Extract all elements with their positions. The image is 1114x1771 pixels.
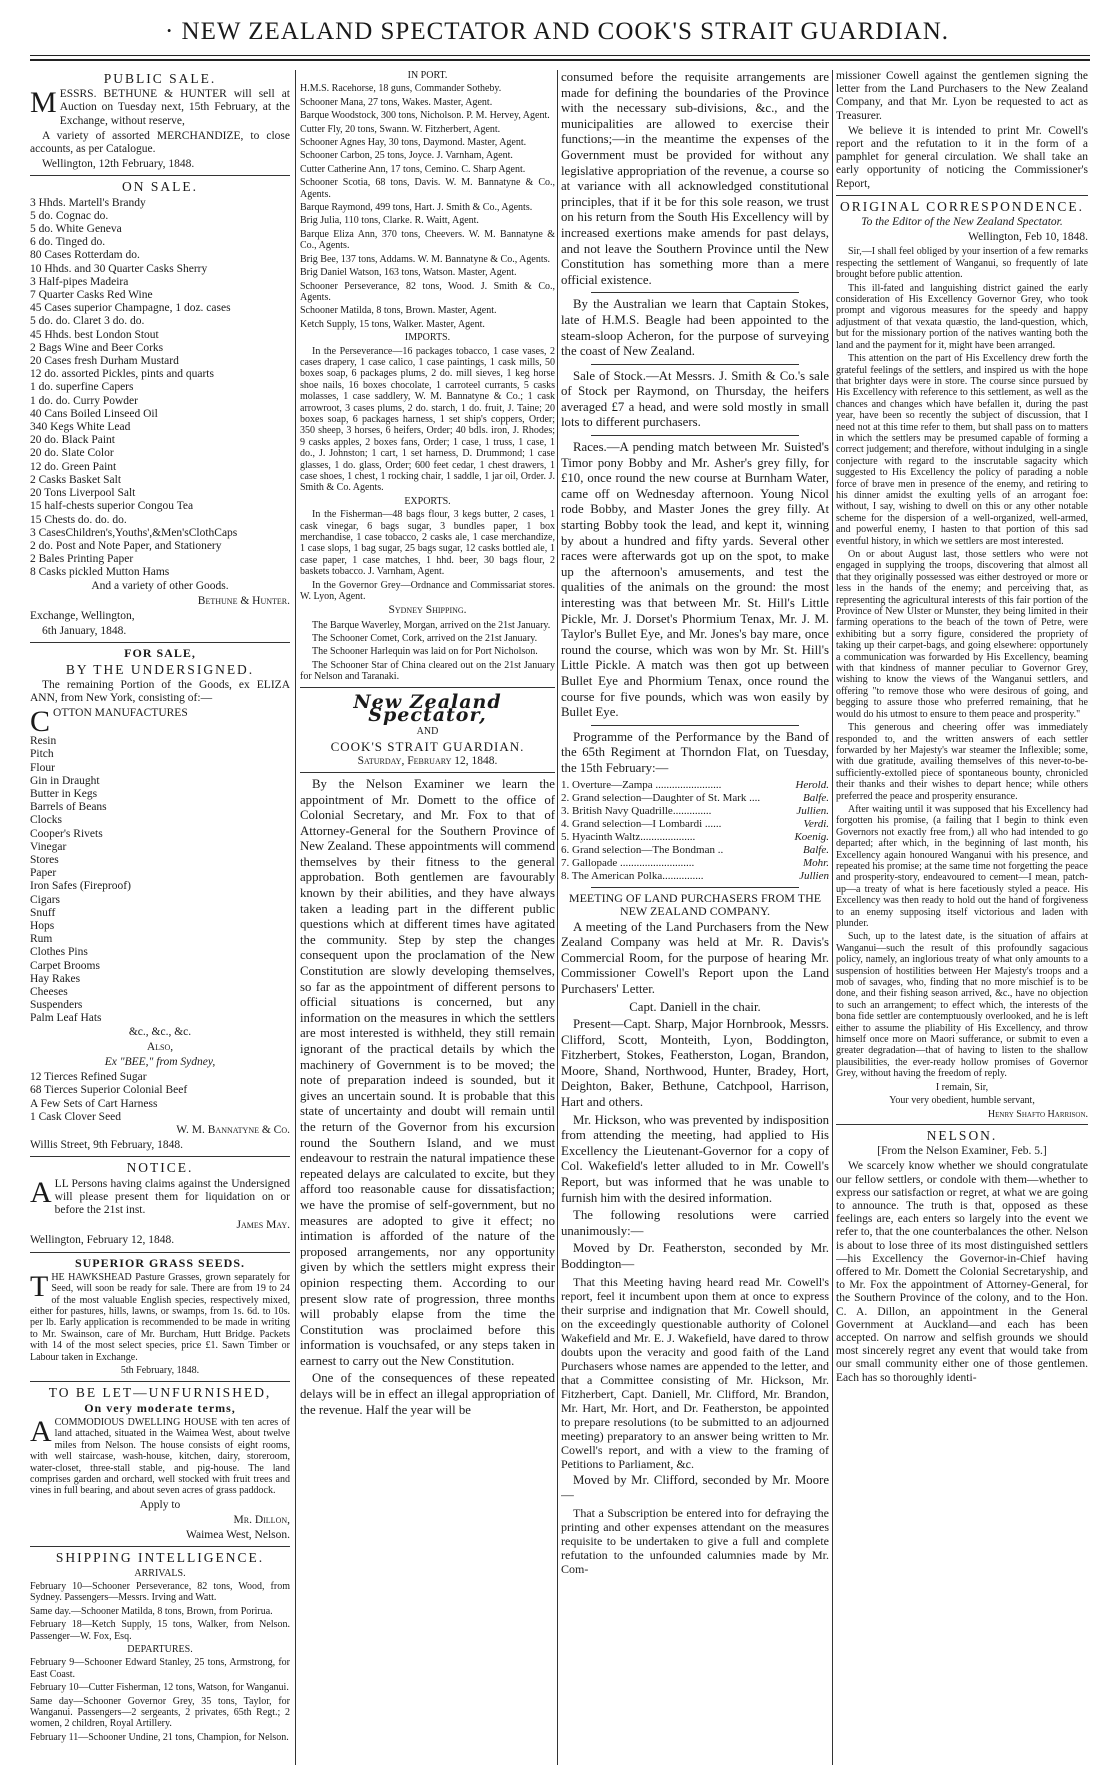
meeting-title: MEETING OF LAND PURCHASERS FROM THE NEW ZEALAND COMPANY. xyxy=(568,890,822,918)
list-item: 12 Tierces Refined Sugar xyxy=(30,1071,147,1084)
list-item: Paper xyxy=(30,867,57,880)
list-item: Flour xyxy=(30,761,55,774)
public-sale-date: Wellington, 12th February, 1848. xyxy=(42,158,195,171)
in-port-item: Brig Julia, 110 tons, Clarke. R. Waitt, Agent. xyxy=(300,215,479,227)
list-item: 1 Cask Clover Seed xyxy=(30,1110,122,1123)
meeting: A meeting of the Land Purchasers from the New Zealand Company was held at Mr. R. Davis's Commercial Room, for the purpose of hearing Mr. Commissioner Cowell's Report upon the Land Purchasers' Letter. xyxy=(561,919,829,996)
programme-item xyxy=(561,844,829,857)
programme-piece: 8. The American Polka............... xyxy=(561,869,704,882)
shipping-title: SHIPPING INTELLIGENCE. xyxy=(55,1550,265,1566)
programme-item xyxy=(561,805,829,818)
list-item: 45 Cases superior Champagne, 1 doz. cases xyxy=(30,302,231,315)
list-item: Snuff xyxy=(30,906,56,919)
grass-title: SUPERIOR GRASS SEEDS. xyxy=(74,1255,246,1270)
imports-item: In the Perseverance—16 packages tobacco, 1 case vases, 2 cases drapery, 1 case calico, 1 case paintings, 1 cask mills, 50 boxes soap, 6 packages plums, 2 do. mill sieves, 1 keg horse shoe nails, 16 boxes chocolate, 1 carroteel currants, 5 casks molasses, 1 case saddlery, W. M. Bannatyne & Co.; 1 cask arrowroot, 3 cases plums, 2 do. starch, 1 do. fruit, J. Taine; 20 boxes soap, 6 packages harness, 1 set ship's coppers, Order; 350 sheep, 3 horses, 6 heifers, Order; 40 bdls. iron, J. Rhodes; 9 casks apples, 2 boxes fans, Order; 1 case, 1 truss, 1 case, 1 do., J. Johnston; 1 cart, 1 set harness, D. Drummond; 1 case glasses, 1 do. glass, Order; 600 feet cedar, 1 chest drawers, 1 case shoes, 1 chest, 1 rocking chair, 1 saddle, 1 jar oil, Order. J. Smith & Co. Agents. xyxy=(300,345,555,494)
programme: Programme of the Performance by the Band of the 65th Regiment at Thorndon Flat, on Tuesday, the 15th February:— xyxy=(561,729,829,775)
paper-title: New Zealand Spectator, xyxy=(353,690,502,726)
programme-composer: Verdi. xyxy=(803,817,829,830)
letter-paragraph: Such, up to the latest date, is the situation of affairs at Wanganui—such the result of this profoundly sagacious policy, namely, an inglorious treaty of what only amounts to a suspension of hostilities between Her Majesty's troops and a mob of savages, who, finding that no more mischief is to be done, and their fishing season arrived, &c., have no objection to such an arrangement; to effect which, the interests of the bona fide settler are contemptuously overlooked, and he is left either to assume the pliability of His Excellency, and throw himself once more on Maori sufferance, or submit to even a greater degradation—that of having to listen to the shallow plausibilities, the ever-ready hollow promises of Governor Grey, without having the freedom of reply. xyxy=(836,931,1088,1080)
letter-paragraph: On or about August last, those settlers who were not engaged in supplying the troops, discovering that almost all that they originally possessed was either destroyed or more or less in the hands of the enemy; and perceiving that, as representing the agricultural interests of this fair portion of the Province of New Ulster or Munster, they being limited in their farming operations to the beach of the town of Petre, were exhibiting but a sorry figure, considered the propriety of taking up their carpet-bags, and going elsewhere: opportunely a communication was forwarded by His Excellency, beaming with that kindness of manner peculiar to Governor Grey, wishing to know the views of the Wanganui settlers, and offering "to remove those who were desirous of going, and begging to assure those who preferred remaining, that he would do his utmost to ensure to them peace and prosperity." xyxy=(836,549,1088,720)
departure-item: February 11—Schooner Undine, 21 tons, Champion, for Nelson. xyxy=(30,1731,289,1743)
in-port-item: Schooner Carbon, 25 tons, Joyce. J. Varnham, Agent. xyxy=(300,150,513,162)
sydney-list xyxy=(300,620,555,683)
public-sale-title: PUBLIC SALE. xyxy=(103,71,217,86)
programme-composer: Herold. xyxy=(795,778,829,791)
exports-title: EXPORTS. xyxy=(404,495,451,507)
departure-item: February 9—Schooner Edward Stanley, 25 tons, Armstrong, for East Coast. xyxy=(30,1657,290,1680)
list-item: 3 Half-pipes Madeira xyxy=(30,275,129,288)
sydney-item: The Barque Waverley, Morgan, arrived on the 21st January. xyxy=(312,619,551,631)
programme-piece: 2. Grand selection—Daughter of St. Mark .... xyxy=(561,791,761,804)
list-item: Stores xyxy=(30,853,59,866)
for-sale-ex-bee: Ex "BEE," from Sydney, xyxy=(104,1056,216,1069)
programme-item xyxy=(561,779,829,792)
list-item: 5 do. Cognac do. xyxy=(30,209,109,222)
for-sale-subtitle: BY THE UNDERSIGNED. xyxy=(65,661,255,677)
list-item: Cheeses xyxy=(30,986,68,998)
to-let-title: TO BE LET—UNFURNISHED, xyxy=(48,1384,272,1400)
programme-item xyxy=(561,857,829,870)
list-item: 8 Casks pickled Mutton Hams xyxy=(30,566,170,579)
column-divider xyxy=(295,70,296,1765)
in-port-list xyxy=(300,83,555,330)
sydney-title: Sydney Shipping. xyxy=(388,604,467,617)
resolutions: The following resolutions were carried unanimously:— xyxy=(561,1208,829,1238)
list-item: 20 Cases fresh Durham Mustard xyxy=(30,355,179,368)
exports-item: In the Governor Grey—Ordnance and Commissariat stores. W. Lyon, Agent. xyxy=(300,579,555,603)
list-item: 12 do. Green Paint xyxy=(30,460,117,473)
exports-list xyxy=(300,509,555,602)
programme-item xyxy=(561,792,829,805)
list-item: 2 Casks Basket Salt xyxy=(30,473,122,486)
list-item: Iron Safes (Fireproof) xyxy=(30,880,131,893)
in-port-item: Cutter Catherine Ann, 17 tons, Cemino. C. Sharp Agent. xyxy=(300,163,526,175)
public-sale-body2: A variety of assorted MERCHANDIZE, to close accounts, as per Catalogue. xyxy=(30,129,290,156)
masthead-rule-thick xyxy=(30,59,1090,61)
column-1 xyxy=(30,70,290,1765)
list-item: 2 Bales Printing Paper xyxy=(30,553,134,566)
paper-and: AND xyxy=(416,726,439,738)
for-sale-title: FOR SALE, xyxy=(124,646,196,661)
in-port-item: Schooner Matilda, 8 tons, Brown. Master, Agent. xyxy=(300,305,497,317)
list-item: 5 do. White Geneva xyxy=(30,223,122,236)
drop-cap: A xyxy=(30,1175,52,1209)
for-sale-first: OTTON MANUFACTURES xyxy=(53,707,188,720)
in-port-item: Brig Daniel Watson, 163 tons, Watson. Master, Agent. xyxy=(300,267,517,279)
programme-composer: Balfe. xyxy=(803,843,829,856)
for-sale-date: Willis Street, 9th February, 1848. xyxy=(30,1139,184,1152)
notice-date: Wellington, February 12, 1848. xyxy=(30,1234,175,1247)
list-item: 12 do. assorted Pickles, pints and quarts xyxy=(30,368,214,381)
list-item: 45 Hhds. best London Stout xyxy=(30,328,159,341)
list-item: 3 CasesChildren's,Youths',&Men'sClothCaps xyxy=(30,526,238,539)
on-sale-date: 6th January, 1848. xyxy=(42,625,127,638)
list-item: Carpet Brooms xyxy=(30,959,100,972)
on-sale-place: Exchange, Wellington, xyxy=(30,609,135,622)
programme-list xyxy=(561,779,829,883)
letter-close2: Your very obedient, humble servant, xyxy=(889,1095,1035,1107)
list-item: 40 Cans Boiled Linseed Oil xyxy=(30,407,158,420)
australian-news: By the Australian we learn that Captain Stokes, late of H.M.S. Beagle had been appointed to the steam-sloop Acheron, for the purpose of surveying the coast of New Zealand. xyxy=(561,297,829,359)
notice-body: LL Persons having claims against the Undersigned will please present them for liquidation on or before the 21st inst. xyxy=(54,1177,290,1217)
moved2: Moved by Mr. Clifford, seconded by Mr. Moore— xyxy=(561,1472,829,1503)
column-3 xyxy=(561,70,829,1765)
arrival-item: February 18—Ketch Supply, 15 tons, Walker, from Nelson. Passenger—W. Fox, Esq. xyxy=(30,1619,290,1642)
list-item: 15 half-chests superior Congou Tea xyxy=(30,500,194,513)
programme-composer: Jullien. xyxy=(796,804,829,817)
masthead-rule xyxy=(30,55,1090,56)
public-sale-body: ESSRS. BETHUNE & HUNTER will sell at Auction on Tuesday next, 15th February, at the Exchange, without reserve, xyxy=(59,88,290,127)
list-item: 15 Chests do. do. do. xyxy=(30,513,127,526)
moved1: Moved by Dr. Featherston, seconded by Mr. Boddington— xyxy=(561,1241,829,1271)
in-port-item: Cutter Fly, 20 tons, Swann. W. Fitzherbert, Agent. xyxy=(300,123,501,135)
on-sale-sign: Bethune & Hunter. xyxy=(197,594,290,607)
editorial-paragraph: By the Nelson Examiner we learn the appointment of Mr. Domett to the office of Colonial Secretary, and Mr. Fox to that of Attorney-General for the Southern Province of New Zealand. These appointments will commend themselves by their fitness to the general approbation. Both gentlemen are favourably known by their abilities, and they have always taken a leading part in the different public questions which at different times have agitated the community. Step by step the changes consequent upon the proclamation of the New Constitution are slowly developing themselves, so far as the appointment of different persons to official situations is concerned, but any information on the measures in which the settlers are most interested is withheld, they still remain ignorant of the practical details by which the machinery of Government is to be moved; the note of preparation indeed is sounded, but it gives an uncertain sound. It is probable that this state of uncertainty and doubt will remain until the return of the Governor from his excursion round the Southern Island, and we must endeavour to restrain the natural impatience these repeated delays are calculated to excite, but they afford too reasonable cause for dissatisfaction; we have the promise of self-government, but no measures are adopted to give it effect; no intimation is afforded of the nature of the proposed arrangements, nor any opportunity given by which the settlers might express their opinion respecting them. According to our present slow rate of progression, three months will probably elapse from the time the Constitution was proclaimed before this information is vouchsafed, or any steps taken in earnest to carry out the New Constitution. xyxy=(300,776,555,1368)
arrivals-list xyxy=(30,1581,290,1642)
column-divider xyxy=(832,70,833,1765)
list-item: 5 do. do. Claret 3 do. do. xyxy=(30,315,145,328)
in-port-item: Schooner Scotia, 68 tons, Davis. W. M. Bannatyne & Co., Agents. xyxy=(300,177,555,200)
shipping-departures: DEPARTURES. xyxy=(127,1644,193,1656)
for-sale-sign: W. M. Bannatyne & Co. xyxy=(176,1124,290,1137)
programme-piece: 6. Grand selection—The Bondman .. xyxy=(561,843,724,856)
arrival-item: Same day.—Schooner Matilda, 8 tons, Brown, from Porirua. xyxy=(30,1605,273,1617)
letter-paragraph: Sir,—I shall feel obliged by your insertion of a few remarks respecting the settlement of Wanganui, so frequently of late brought before public attention. xyxy=(836,246,1088,281)
departure-item: Same day—Schooner Governor Grey, 35 tons, Taylor, for Wanganui. Passengers—2 sergeants, 2 privates, 65th Regt.; 2 women, 2 children, Royal Artillery. xyxy=(30,1695,290,1730)
sydney-item: The Schooner Star of China cleared out on the 21st January for Nelson and Taranaki. xyxy=(300,659,555,683)
sale-of-stock: Sale of Stock.—At Messrs. J. Smith & Co.'s sale of Stock per Raymond, on Thursday, the heifers averaged £7 a head, and were sold mostly in small lots to different purchasers. xyxy=(561,368,829,430)
on-sale-title: ON SALE. xyxy=(122,179,198,195)
sydney-item: The Schooner Comet, Cork, arrived on the 21st January. xyxy=(312,633,538,645)
programme-piece: 1. Overture—Zampa ........................ xyxy=(561,778,722,791)
notice-sign: James May. xyxy=(236,1219,290,1232)
programme-piece: 7. Gallopade ........................... xyxy=(561,856,695,869)
exports-item: In the Fisherman—48 bags flour, 3 kegs butter, 2 cases, 1 cask vinegar, 6 bags sugar, 3 bundles paper, 1 box merchandise, 1 case tobacco, 2 casks ale, 1 case merchandize, 1 case slops, 1 bag sugar, 25 bags sugar, 12 casks bottled ale, 1 case paper, 1 case matches, 1 hhd. beer, 30 bags flour, 2 baskets tobacco. J. Varnham, Agent. xyxy=(300,509,555,578)
list-item: 2 do. Post and Note Paper, and Stationery xyxy=(30,539,222,552)
letter-body xyxy=(836,246,1088,1079)
list-item: Rum xyxy=(30,933,53,946)
races: Races.—A pending match between Mr. Suisted's Timor pony Bobby and Mr. Asher's grey filly, for £10, once round the new course at Burnham Water, came off on Wednesday afternoon. Young Nicol rode Bobby, and Master Jones the grey filly. At starting Bobby took the lead, and kept it, winning by about a hundred and fifty yards. Several other races were afterwards got up on the spot, to make up the afternoon's amusements, and test the qualities of the animals on the ground: the most interesting was that between Mr. St. Hill's Little Pickle, Mr. J. Dorset's Phormium Tenax, Mr. J. M. Taylor's Bullet Eye, and Mr. Jones's bay mare, once round the course, which was won by Mr. St. Hill's Little Pickle. A match was then got up between Bullet Eye and Phormium Tenax, once round the course for five pounds, which was won easily by Bullet Eye. xyxy=(561,440,829,720)
imports-list xyxy=(300,346,555,494)
list-item: 20 do. Slate Color xyxy=(30,447,114,460)
in-port-item: Schooner Perseverance, 82 tons, Wood. J. Smith & Co., Agents. xyxy=(300,280,555,303)
in-port-item: Ketch Supply, 15 tons, Walker. Master, Agent. xyxy=(300,318,485,330)
programme-item xyxy=(561,831,829,844)
list-item: Gin in Draught xyxy=(30,774,100,787)
list-item: 6 do. Tinged do. xyxy=(30,236,106,249)
on-sale-footer: And a variety of other Goods. xyxy=(91,579,229,592)
list-item: Vinegar xyxy=(30,840,67,853)
masthead: · NEW ZEALAND SPECTATOR AND COOK'S STRAIT GUARDIAN. xyxy=(164,18,950,45)
list-item: 20 Tons Liverpool Salt xyxy=(30,487,136,500)
list-item: Suspenders xyxy=(30,999,83,1012)
in-port-item: Barque Eliza Ann, 370 tons, Cheevers. W. M. Bannatyne & Co., Agents. xyxy=(300,228,555,252)
nelson-source: [From the Nelson Examiner, Feb. 5.] xyxy=(877,1145,1047,1158)
drop-cap: T xyxy=(30,1269,49,1303)
grass-date: 5th February, 1848. xyxy=(120,1365,200,1377)
on-sale-list xyxy=(30,197,290,580)
list-item: 3 Hhds. Martell's Brandy xyxy=(30,196,146,209)
in-port-item: Schooner Agnes Hay, 30 tons, Daymond. Master, Agent. xyxy=(300,137,527,149)
drop-cap: A xyxy=(30,1414,52,1448)
to-let-body: COMMODIOUS DWELLING HOUSE with ten acres of land attached, situated in the Waimea West, about twelve miles from Nelson. The house consists of eight rooms, with well staircase, wash-house, kitchen, dairy, storeroom, water-closet, three-stall stable, and pig-house. The land comprises garden and orchard, well stocked with fruit trees and vines in full bearing, and about seven acres of grass paddock. xyxy=(30,1416,290,1497)
bee-list xyxy=(30,1071,290,1124)
correspondence-title: ORIGINAL CORRESPONDENCE. xyxy=(839,198,1084,214)
list-item: Palm Leaf Hats xyxy=(30,1012,102,1025)
list-item: Hay Rakes xyxy=(30,972,81,985)
paper-date: Saturday, February 12, 1848. xyxy=(357,754,498,767)
list-item: 1 do. superfine Capers xyxy=(30,381,134,394)
list-item: A Few Sets of Cart Harness xyxy=(30,1097,158,1110)
editorial-cont: consumed before the requisite arrangements are made for defining the boundaries of the Province with the necessary sub-divisions, &c., and the municipalities are allowed to exercise their functions;—in the meantime the expenses of the Government must be provided for without any legislative appropriation of the revenue, a course so at variance with all acknowledged constitutional principles, that if it be for this sole reason, we trust on his return from the South His Excellency will by increased exertions make amends for past delays, and not leave the Southern Province until the New Constitution has something more than a mere official existence. xyxy=(561,70,829,287)
resolution2: That a Subscription be entered into for defraying the printing and other expenses attendant on the measures requisite to be undertaken to give a full and complete refutation to the unfounded calumnies made by Mr. Com- xyxy=(561,1505,829,1576)
departure-item: February 10—Cutter Fisherman, 12 tons, Watson, for Wanganui. xyxy=(30,1682,289,1694)
list-item: 10 Hhds. and 30 Quarter Casks Sherry xyxy=(30,262,208,275)
programme-piece: 3. British Navy Quadrille.............. xyxy=(561,804,712,817)
sydney-item: The Schooner Harlequin was laid on for Port Nicholson. xyxy=(312,646,538,658)
programme-composer: Mohr. xyxy=(803,856,829,869)
nelson-title: NELSON. xyxy=(926,1127,998,1143)
list-item: 340 Kegs White Lead xyxy=(30,421,131,434)
programme-piece: 5. Hyacinth Waltz.................... xyxy=(561,830,696,843)
letter-close: I remain, Sir, xyxy=(935,1081,989,1093)
list-item: 7 Quarter Casks Red Wine xyxy=(30,289,153,302)
list-item: 2 Bags Wine and Beer Corks xyxy=(30,341,164,354)
list-item: Clocks xyxy=(30,814,62,827)
programme-piece: 4. Grand selection—I Lombardi ...... xyxy=(561,817,722,830)
list-item: 20 do. Black Paint xyxy=(30,434,115,447)
cowell-cont: missioner Cowell against the gentlemen signing the letter from the Land Purchasers to the New Zealand Company, and that Mr. Lyon be requested to act as Treasurer. xyxy=(836,70,1088,122)
column-divider xyxy=(557,70,558,1765)
in-port-item: H.M.S. Racehorse, 18 guns, Commander Sotheby. xyxy=(300,83,502,95)
for-sale-body: The remaining Portion of the Goods, ex ELIZA ANN, from New York, consisting of:— xyxy=(30,678,290,704)
to-let-apply: Apply to xyxy=(139,1498,181,1511)
list-item: Clothes Pins xyxy=(30,946,88,959)
letter-paragraph: After waiting until it was supposed that his Excellency had forgotten his promise, (a failing that I begin to think even Governors not exactly free from,) all who had intended to go departed; after which, in the beginning of last month, his Excellency again honoured Wanganui with his presence, and repeated his promise; at the same time not forgetting the peace and prosperity-story, endeavoured to cement—I mean, patch-up—a treaty of what is here facetiously styled a peace. His Excellency was then ready to hold out the hand of forgiveness to an enemy supposing itself victorious and laden with plunder. xyxy=(836,803,1088,929)
programme-item xyxy=(561,818,829,831)
list-item: 68 Tierces Superior Colonial Beef xyxy=(30,1084,188,1097)
for-sale-list xyxy=(30,735,290,1025)
in-port-item: Schooner Mana, 27 tons, Wakes. Master, Agent. xyxy=(300,96,493,108)
list-item: 80 Cases Rotterdam do. xyxy=(30,249,140,262)
letter-paragraph: This generous and cheering offer was immediately responded to, and the written answers of each settler forwarded by her Majesty's war steamer the Inflexible; some, with due gratitude, availing themselves of this never-to-be-sufficiently-extolled piece of spontaneous bounty, chronicled their thanks and their wishes to depart hence; while others preferred the peace and prosperity ensurance. xyxy=(836,722,1088,802)
notice-title: NOTICE. xyxy=(126,1160,194,1176)
chair: Capt. Daniell in the chair. xyxy=(629,999,761,1014)
for-sale-also: Also, xyxy=(146,1040,174,1053)
editorial-paragraph: One of the consequences of these repeated delays will be in effect an illegal appropriation of the revenue. Half the year will be xyxy=(300,1371,555,1417)
letter-paragraph: This ill-fated and languishing district gained the early consideration of His Excellency Governor Grey, who took prompt and vigorous measures for the speedy and happy adjustment of that vexata quæstio, the land-question, which, but for the missionary portion of the natives wanting both the land and the payment for it, might have been arranged. xyxy=(836,282,1088,351)
for-sale-etc: &c., &c., &c. xyxy=(128,1025,192,1038)
departures-list xyxy=(30,1657,290,1743)
drop-cap: M xyxy=(30,86,57,120)
list-item: Cigars xyxy=(30,893,61,906)
programme-composer: Balfe. xyxy=(803,791,829,804)
to-let-sign: Mr. Dillon, xyxy=(233,1513,290,1526)
drop-cap: C xyxy=(30,705,51,739)
letter-signer: Henry Shafto Harrison. xyxy=(987,1108,1088,1120)
editorial xyxy=(300,777,555,1418)
list-item: Pitch xyxy=(30,748,54,761)
in-port-title: IN PORT. xyxy=(407,70,448,81)
programme-composer: Jullien xyxy=(799,869,829,882)
letter-paragraph: This attention on the part of His Excellency drew forth the grateful feelings of the settlers, and inspired us with the hope that brighter days were in store. The course since pursued by His Excellency with reference to this settlement, as well as the chances and changes which have befallen it, during the past year, have been so recently the subject of discussion, that I need not at this time refer to them, but shall pass on to matters in which the settlers may be presumed capable of forming a correct judgement; and therefore, without indulging in a single conjecture with regard to the inscrutable sagacity which suggested to His Excellency the policy of parading a noble force of brave men in presence of the enemy, and retiring to his dinner amidst the exulting yells of an arrogant foe: without, I say, wishing to dwell on this or any other notable scheme for the dispersion of a well-organized, well-armed, and powerful enemy, I hasten to that portion of this sad eventful history, in which we settlers are most interested. xyxy=(836,353,1088,547)
list-item: Butter in Kegs xyxy=(30,787,98,800)
hickson: Mr. Hickson, who was prevented by indisposition from attending the meeting, had applied to His Excellency the Lieutenant-Governor for a copy of Col. Wakefield's letter alluded to in Mr. Cowell's Report, but was informed that he was unable to furnish him with the desired information. xyxy=(561,1112,829,1205)
imports-title: IMPORTS. xyxy=(404,332,451,344)
in-port-item: Brig Bee, 137 tons, Addams. W. M. Bannatyne & Co., Agents. xyxy=(300,253,550,265)
in-port-item: Barque Raymond, 499 tons, Hart. J. Smith & Co., Agents. xyxy=(300,202,533,214)
present: Present—Capt. Sharp, Major Hornbrook, Messrs. Clifford, Scott, Monteith, Lyon, Boddington, Fitzherbert, Stokes, Featherston, Logan, Brandon, Moore, Shand, Northwood, Hunter, Bradey, Hort, Deighton, Baker, Bethune, Catchpool, Harrison, Hart and others. xyxy=(561,1017,829,1110)
shipping-arrivals: ARRIVALS. xyxy=(134,1567,186,1579)
column-2 xyxy=(300,70,555,1765)
to-let-subtitle: On very moderate terms, xyxy=(84,1400,236,1415)
programme-item xyxy=(561,870,829,883)
list-item: Cooper's Rivets xyxy=(30,827,103,840)
to-let-place: Waimea West, Nelson. xyxy=(186,1529,290,1542)
to-editor: To the Editor of the New Zealand Spectator. xyxy=(861,216,1063,229)
believe: We believe it is intended to print Mr. Cowell's report and the refutation to it in the form of a pamphlet for general circulation. We shall take an early opportunity of noticing the Commissioner's Report, xyxy=(836,124,1088,190)
grass-body: HE HAWKSHEAD Pasture Grasses, grown separately for Seed, will soon be ready for sale. There are from 19 to 24 of the most valuable English species, respectively mixed, either for pastures, hills, lawns, or swamps, from 1s. 6d. to 10s. per lb. Early application is recommended to be made in writing to Mr. Swainson, care of Mr. Burcham, Hutt Bridge. Packets with 14 of the most select species, price £1. Sawn Timber or Labour taken in Exchange. xyxy=(30,1271,290,1363)
paper-title2: COOK'S STRAIT GUARDIAN. xyxy=(330,738,525,754)
programme-composer: Koenig. xyxy=(794,830,829,843)
in-port-item: Barque Woodstock, 300 tons, Nicholson. P. M. Hervey, Agent. xyxy=(300,110,550,122)
resolution1: That this Meeting having heard read Mr. Cowell's report, feel it incumbent upon them at once to express their surprise and indignation that Mr. Cowell should, on the exceedingly questionable authority of Colonel Wakefield and Mr. E. J. Wakefield, have dared to throw doubts upon the veracity and good faith of the Land Purchasers whose names are appended to the letter, and that a Committee consisting of Mr. Hickson, Mr. Fitzherbert, Capt. Daniell, Mr. Clifford, Mr. Brandon, Mr. Hart, Mr. Hort, and Dr. Featherston, be appointed to prepare resolutions (to be submitted to an adjourned meeting) preparatory to an answer being written to Mr. Cowell's report, and with a view to the framing of Petitions to Parliament, &c. xyxy=(561,1274,829,1471)
column-4 xyxy=(836,70,1088,1765)
list-item: Resin xyxy=(30,735,57,748)
nelson-body: We scarcely know whether we should congratulate our fellow settlers, or condole with them—whether to express our satisfaction or regret, at what we are going to announce. The truth is that, opposed as these feelings are, each enters so largely into the event we refer to, that the one counterbalances the other. Nelson is about to lose three of its most distinguished settlers—his Excellency the Governor-in-Chief having offered to Mr. Domett the Colonial Secretaryship, and to Mr. Fox the appointment of Attorney-General, for the Southern Province of the colony, and to the Hon. C. A. Dillon, an appointment in the General Government at Auckland—and each has been accepted. On narrow and selfish grounds we should most sincerely regret any event that would take from our small community either one of those gentlemen. Each has so thoroughly identi- xyxy=(836,1160,1088,1384)
arrival-item: February 10—Schooner Perseverance, 82 tons, Wood, from Sydney. Passengers—Messrs. Irving and Watt. xyxy=(30,1580,290,1604)
list-item: Hops xyxy=(30,919,55,932)
list-item: Barrels of Beans xyxy=(30,801,107,814)
list-item: 1 do. do. Curry Powder xyxy=(30,394,138,407)
letter-place: Wellington, Feb 10, 1848. xyxy=(968,231,1088,244)
